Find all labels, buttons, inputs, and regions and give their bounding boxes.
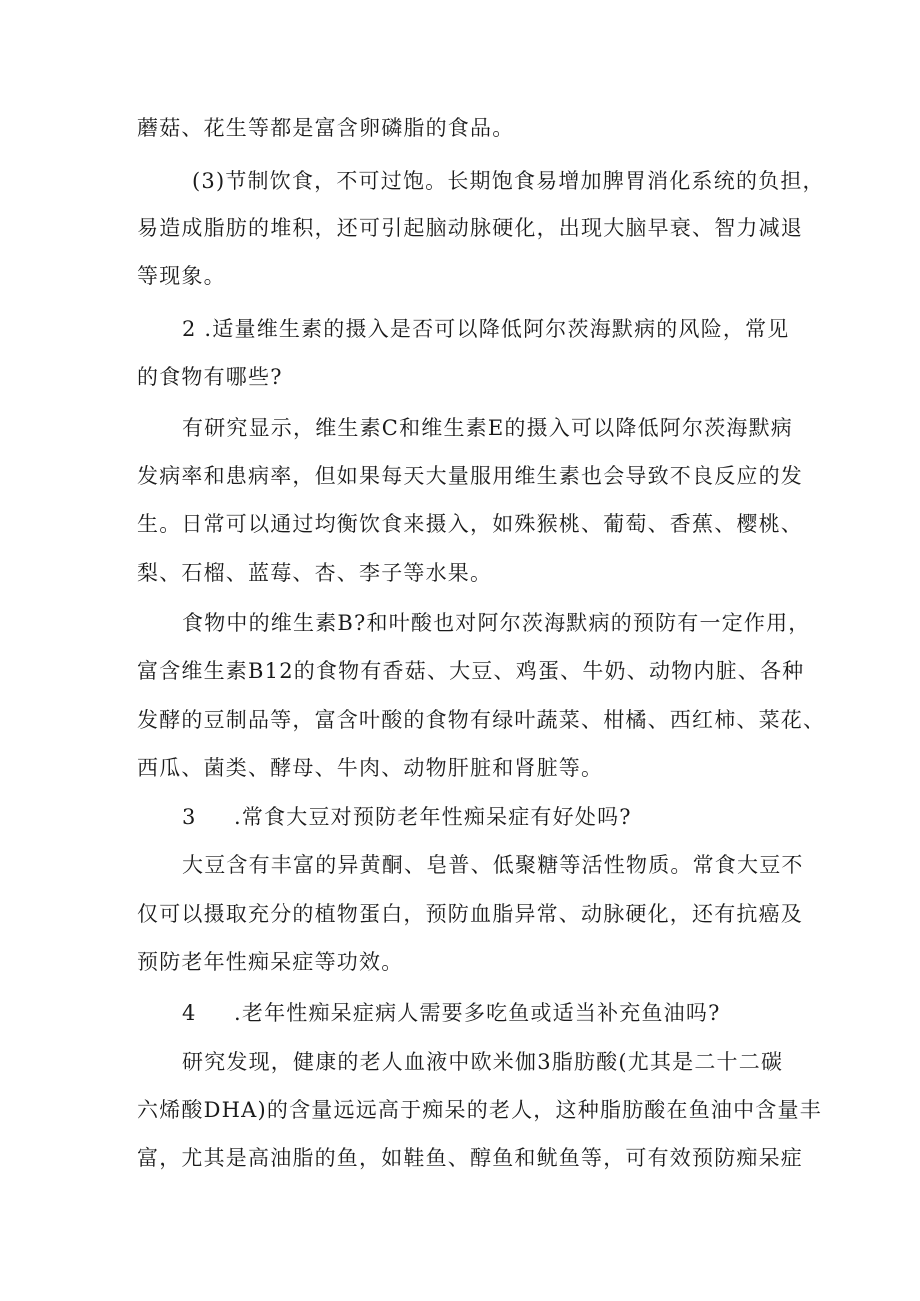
text-line: (3)节制饮食，不可过饱。长期饱食易增加脾胃消化系统的负担， [192, 169, 825, 193]
text-line: 梨、石榴、蓝莓、杏、李子等水果。 [137, 561, 493, 585]
question-text: .老年性痴呆症病人需要多吃鱼或适当补充鱼油吗? [234, 1001, 721, 1025]
text-line: 六烯酸DHA)的含量远远高于痴呆的老人，这种脂肪酸在鱼油中含量丰 [137, 1098, 822, 1122]
question-heading [182, 803, 632, 831]
text-line: 发酵的豆制品等，富含叶酸的食物有绿叶蔬菜、柑橘、西红柿、菜花、 [137, 708, 826, 732]
text-line: 生。日常可以通过均衡饮食来摄入，如殊猴桃、葡萄、香蕉、樱桃、 [137, 512, 803, 536]
text-line: 发病率和患病率，但如果每天大量服用维生素也会导致不良反应的发 [137, 464, 803, 488]
question-heading: 2 .适量维生素的摄入是否可以降低阿尔茨海默病的风险，常见 [182, 317, 790, 341]
text-line: 研究发现，健康的老人血液中欧米伽3脂肪酸(尤其是二十二碳 [182, 1050, 784, 1074]
text-line: 大豆含有丰富的异黄酮、皂普、低聚糖等活性物质。常食大豆不 [182, 853, 804, 877]
question-heading [182, 999, 721, 1027]
text-line: 有研究显示，维生素C和维生素E的摄入可以降低阿尔茨海默病 [182, 416, 793, 440]
text-line: 蘑菇、花生等都是富含卵磷脂的食品。 [137, 116, 515, 140]
text-line: 预防老年性痴呆症等功效。 [137, 950, 404, 974]
text-line: 富含维生素B12的食物有香菇、大豆、鸡蛋、牛奶、动物内脏、各种 [137, 659, 805, 683]
text-line: 等现象。 [137, 264, 226, 288]
text-line: 易造成脂肪的堆积，还可引起脑动脉硬化，出现大脑早衰、智力减退 [137, 216, 803, 240]
question-number: 3 [182, 805, 197, 829]
text-line: 食物中的维生素B?和叶酸也对阿尔茨海默病的预防有一定作用， [182, 611, 811, 635]
question-number: 4 [182, 1001, 197, 1025]
text-line: 仅可以摄取充分的植物蛋白，预防血脂异常、动脉硬化，还有抗癌及 [137, 902, 803, 926]
text-line: 的食物有哪些? [137, 365, 283, 389]
text-line: 西瓜、菌类、酵母、牛肉、动物肝脏和肾脏等。 [137, 756, 604, 780]
text-line: 富，尤其是高油脂的鱼，如鞋鱼、醇鱼和鱿鱼等，可有效预防痴呆症 [137, 1146, 803, 1170]
question-text: .常食大豆对预防老年性痴呆症有好处吗? [234, 805, 632, 829]
